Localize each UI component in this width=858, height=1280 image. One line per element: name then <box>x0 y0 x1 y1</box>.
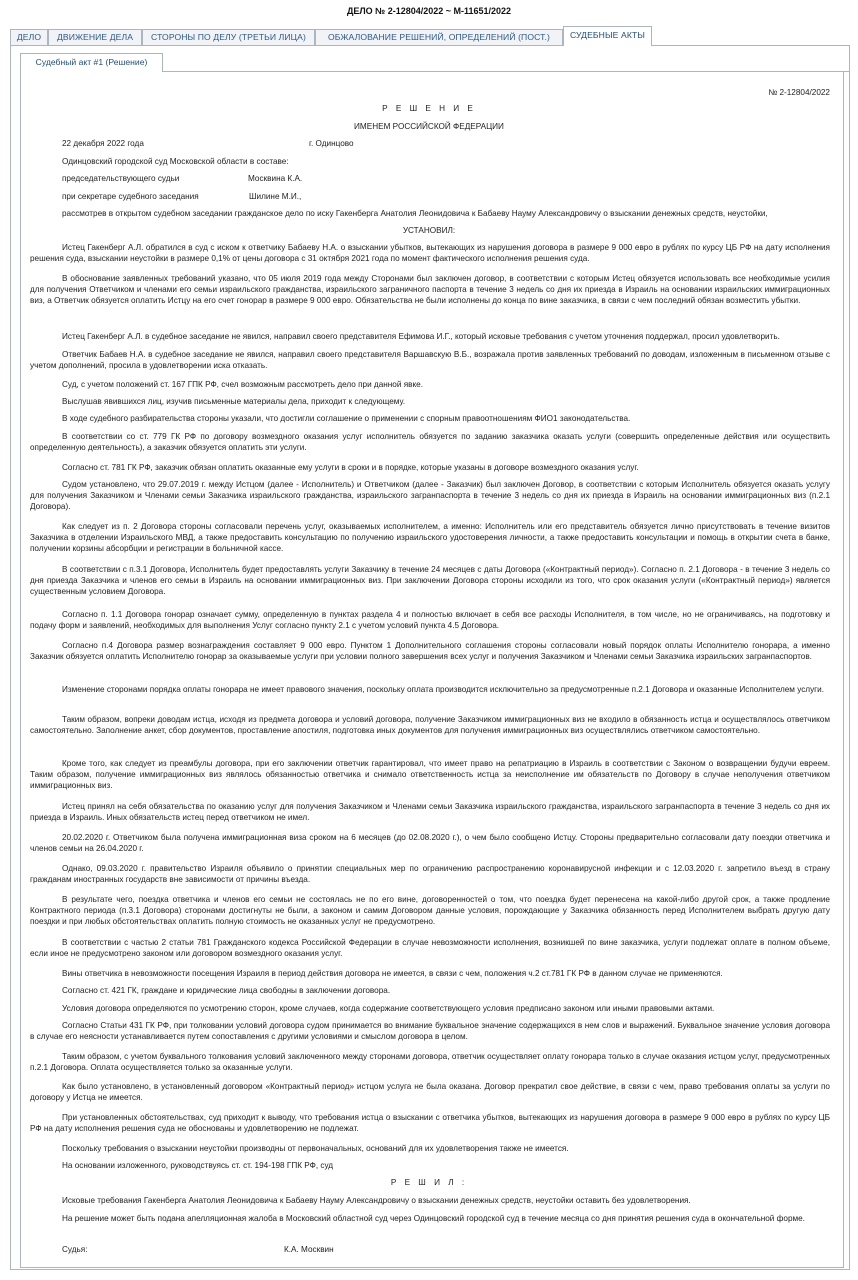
body-paragraph: Ответчик Бабаев Н.А. в судебное заседание не явился, направил своего представителя Варшавскую В.Б., возражала против заявленных требований по доводам, изложенным в письменном отзыве с учетом дополнений, просила в удовлетворении иска отказать. <box>30 350 830 370</box>
signature-label: Судья: <box>62 1245 88 1254</box>
body-paragraph: Кроме того, как следует из преамбулы договора, при его заключении ответчик гарантировал, что имеет право на репатриацию в Израиль в соответствии с Законом о возвращении будучи евреем. Таким образом, получение иммиграционных виз являлось обязанностью ответчика и снимало ответственность истца за неисполнение им обязательств по Договору в случае неполучения ответчиком иммиграционных виз. <box>30 759 830 790</box>
body-paragraph: В соответствии со ст. 779 ГК РФ по договору возмездного оказания услуг исполнитель обязуется по заданию заказчика оказать услуги (совершить определенные действия или осуществить определенную деятельность), а заказчик обязуется оплатить эти услуги. <box>30 432 830 452</box>
body-paragraph: Как было установлено, в установленный договором «Контрактный период» истцом услуга не была оказана. Договор прекратил свое действие, в связи с чем, право требования оплаты за услуги по договору у Истца не имеется. <box>30 1082 830 1102</box>
body-paragraph: Суд, с учетом положений ст. 167 ГПК РФ, счел возможным рассмотреть дело при данной явке. <box>62 380 423 389</box>
tab-parties[interactable]: СТОРОНЫ ПО ДЕЛУ (ТРЕТЬИ ЛИЦА) <box>142 29 315 45</box>
tab-court-acts[interactable]: СУДЕБНЫЕ АКТЫ <box>563 26 652 46</box>
body-paragraph: Истец Гакенберг А.Л. в судебное заседание не явился, направил своего представителя Ефимова И.Г., который исковые требования с учетом уточнения поддержал, просил удовлетворить. <box>62 332 780 341</box>
tab-case-movement[interactable]: ДВИЖЕНИЕ ДЕЛА <box>48 29 142 45</box>
body-paragraph: Согласно п.4 Договора размер вознаграждения составляет 9 000 евро. Пунктом 1 Дополнительного соглашения стороны согласовали новый порядок оплаты Исполнителю гонорара, а именно Заказчик обязуется оплатить Исполнителю гонорар за оказываемые услуги при условии полного завершения всех услуг и получения Заказчиком и Членами семьи Заказчика израильских загранпаспортов. <box>30 641 830 661</box>
signature-name: К.А. Москвин <box>284 1245 334 1254</box>
court-act-subtabs <box>20 53 850 72</box>
court-name: Одинцовский городской суд Московской области в составе: <box>62 157 289 166</box>
secretary-name: Шилине М.И., <box>249 192 302 201</box>
body-paragraph: В ходе судебного разбирательства стороны указали, что достигли соглашение о применении с спорным правоотношениям ФИО1 законодательства. <box>62 414 631 423</box>
judge-name: Москвина К.А. <box>248 174 303 183</box>
body-paragraph: Истец Гакенберг А.Л. обратился в суд с иском к ответчику Бабаеву Н.А. о взыскании убытков, вытекающих из нарушения договора в размере 9 000 евро в рублях по курсу ЦБ РФ на дату исполнения решения суда, взыскании неустойки в размере 0,1% от цены договора с 31 октября 2021 года по момент фактического исполнения решения суда. <box>30 243 830 263</box>
case-intro: рассмотрев в открытом судебном заседании гражданское дело по иску Гакенберга Анатолия Леонидовича к Бабаеву Науму Александровичу о взыскании денежных средств, неустойки, <box>62 209 768 218</box>
body-paragraph: Изменение сторонами порядка оплаты гонорара не имеет правового значения, поскольку оплата производится исключительно за предусмотренные п.2.1 Договора и оказанные Исполнителем услуги. <box>62 685 825 694</box>
body-paragraph: В обоснование заявленных требований указано, что 05 июля 2019 года между Сторонами был заключен договор, в соответствии с которым Истец обязуется использовать все необходимые усилия для получения Ответчиком и членами его семьи израильского гражданства, израильского заграничного паспорта в течение 3 недель со дня их приезда в Израиль на основании израильских иммиграционных виз, а Ответчик обязуется оплатить Истцу на его счет гонорар в размере 9 000 евро. Обязательства не были исполнены до конца по вине заказчика, в связи с чем последний обязан возместить убытки. <box>30 274 830 305</box>
body-paragraph: Условия договора определяются по усмотрению сторон, кроме случаев, когда содержание соответствующего условия предписано законом или иными правовыми актами. <box>62 1004 715 1013</box>
resolution-paragraph: Исковые требования Гакенберга Анатолия Леонидовича к Бабаеву Науму Александровичу о взыскании денежных средств, неустойки оставить без удовлетворения. <box>62 1196 691 1205</box>
body-paragraph: Поскольку требования о взыскании неустойки производны от первоначальных, оснований для их удовлетворения также не имеется. <box>62 1144 569 1153</box>
case-title: ДЕЛО № 2-12804/2022 ~ М-11651/2022 <box>346 6 512 16</box>
judge-label: председательствующего судьи <box>62 174 180 183</box>
document-city: г. Одинцово <box>309 139 354 148</box>
document-date: 22 декабря 2022 года <box>62 139 144 148</box>
case-tabs <box>10 26 850 46</box>
body-paragraph: 20.02.2020 г. Ответчиком была получена иммиграционная виза сроком на 6 месяцев (до 02.08.2020 г.), о чем было сообщено Истцу. Стороны предварительно согласовали дату поездки ответчика и членов семьи на 26.04.2020 г. <box>30 833 830 853</box>
document-title: Р Е Ш Е Н И Е <box>382 104 476 113</box>
body-paragraph: Как следует из п. 2 Договора стороны согласовали перечень услуг, оказываемых исполнителем, а именно: Исполнитель или его представитель обязуется лично присутствовать в течение визитов Заказчика в отделении Израильского МВД, а также предоставить консультацию по получению израильского удостоверения личности, а также предоставить консультации и помощь в открытии счета в банке, получении корзины абсорбции и регистрации в больничной кассе. <box>30 522 830 553</box>
body-paragraph: В соответствии с п.3.1 Договора, Исполнитель будет предоставлять услуги Заказчику в течение 24 месяцев с даты Договора («Контрактный период»). Согласно п. 2.1 Договора - в течение 3 недель со дня приезда Заказчика и членов его семьи в Израиль на основании иммиграционных виз. При заключении Договора стороны исходили из того, что срок оказания услуги («Контрактный период») является существенным условием Договора. <box>30 565 830 596</box>
body-paragraph: Истец принял на себя обязательства по оказанию услуг для получения Заказчиком и Членами семьи Заказчика израильского гражданства, израильского загранпаспорта в течение 3 недель со дня их приезда в Израиль. Иных обязательств истец перед ответчиком не имел. <box>30 802 830 822</box>
body-paragraph: Согласно ст. 781 ГК РФ, заказчик обязан оплатить оказанные ему услуги в сроки и в порядке, которые указаны в договоре возмездного оказания услуг. <box>62 463 639 472</box>
body-paragraph: Таким образом, вопреки доводам истца, исходя из предмета договора и условий договора, получение Заказчиком иммиграционных виз не входило в обязанность истца и осуществлялось ответчиком самостоятельно. Заполнение анкет, сбор документов, проставление апостиля, подготовка иных документов для получения иммиграционных виз осуществлялись ответчиком самостоятельно. <box>30 715 830 735</box>
tab-case[interactable]: ДЕЛО <box>10 29 48 45</box>
body-paragraph: На основании изложенного, руководствуясь ст. ст. 194-198 ГПК РФ, суд <box>62 1161 334 1170</box>
body-paragraph: Согласно п. 1.1 Договора гонорар означает сумму, определенную в пунктах раздела 4 и полностью включает в себя все расходы Исполнителя, в том числе, но не ограничиваясь, на подготовку и подачу форм и заявлений, необходимых для выполнения Услуг согласно пункту 2.1 с учетом условий пункта 4.5 Договора. <box>30 610 830 630</box>
body-paragraph: Таким образом, с учетом буквального толкования условий заключенного между сторонами договора, ответчик осуществляет оплату гонорара только в случае оказания истцом услуг, предусмотренных п.2.1 Договора. Оплата осуществляется только за оказанные услуги. <box>30 1052 830 1072</box>
resolution-paragraph: На решение может быть подана апелляционная жалоба в Московский областной суд через Одинцовский городской суд в течение месяца со дня принятия решения суда в окончательной форме. <box>62 1214 805 1223</box>
document-number: № 2-12804/2022 <box>768 88 830 97</box>
tab-appeals[interactable]: ОБЖАЛОВАНИЕ РЕШЕНИЙ, ОПРЕДЕЛЕНИЙ (ПОСТ.) <box>315 29 563 45</box>
body-paragraph: Судом установлено, что 29.07.2019 г. между Истцом (далее - Исполнитель) и Ответчиком (далее - Заказчик) был заключен Договор, в соответствии с которым Исполнитель обязуется оказать услугу для получения Заказчиком и Членами семьи Заказчика израильского гражданства, израильского загранпаспорта в течение 3 недель со дня их приезда в Израиль на основании иммиграционных виз (п.2.1 Договора). <box>30 480 830 511</box>
secretary-label: при секретаре судебного заседания <box>62 192 199 201</box>
body-paragraph: Согласно ст. 421 ГК, граждане и юридические лица свободны в заключении договора. <box>62 986 391 995</box>
body-paragraph: В соответствии с частью 2 статьи 781 Гражданского кодекса Российской Федерации в случае невозможности исполнения, возникшей по вине заказчика, услуги подлежат оплате в полном объеме, если иное не предусмотрено законом или договором возмездного оказания услуг. <box>30 938 830 958</box>
body-paragraph: Вины ответчика в невозможности посещения Израиля в период действия договора не имеется, в связи с чем, положения ч.2 ст.781 ГК РФ в данном случае не применяются. <box>62 969 723 978</box>
document-name-line: ИМЕНЕМ РОССИЙСКОЙ ФЕДЕРАЦИИ <box>354 122 504 131</box>
body-paragraph: Выслушав явившихся лиц, изучив письменные материалы дела, приходит к следующему. <box>62 397 406 406</box>
decided-heading: Р Е Ш И Л : <box>390 1178 468 1187</box>
body-paragraph: Согласно Статьи 431 ГК РФ, при толковании условий договора судом принимается во внимание буквальное значение содержащихся в нем слов и выражений. Буквальное значение условия договора в случае его неясности устанавливается путем сопоставления с другими условиями и смыслом договора в целом. <box>30 1021 830 1041</box>
subtab-court-act-1[interactable]: Судебный акт #1 (Решение) <box>20 53 163 72</box>
body-paragraph: При установленных обстоятельствах, суд приходит к выводу, что требования истца о взыскании с ответчика убытков, вытекающих из нарушения договора в размере 9 000 евро в рублях по курсу ЦБ РФ на дату исполнения решения суда не обоснованы и удовлетворению не подлежат. <box>30 1113 830 1133</box>
body-paragraph: Однако, 09.03.2020 г. правительство Израиля объявило о принятии специальных мер по ограничению распространению коронавирусной инфекции и с 12.03.2020 г. запретило въезд в страну гражданам иностранных государств вне зависимости от причины въезда. <box>30 864 830 884</box>
established-heading: УСТАНОВИЛ: <box>402 226 456 235</box>
body-paragraph: В результате чего, поездка ответчика и членов его семьи не состоялась не по его вине, договоренностей о том, что поездка будет перенесена на какой-либо другой срок, а также продление Контрактного периода (п.3.1 Договора) сторонами достигнуты не были, а законом и самим Договором данные условия, порождающие у Заказчика обязанность перед Исполнителем выбрать другую дату поездки и при любых обстоятельствах оплатить полную стоимость не оказанных услуг не предусмотрено. <box>30 895 830 926</box>
